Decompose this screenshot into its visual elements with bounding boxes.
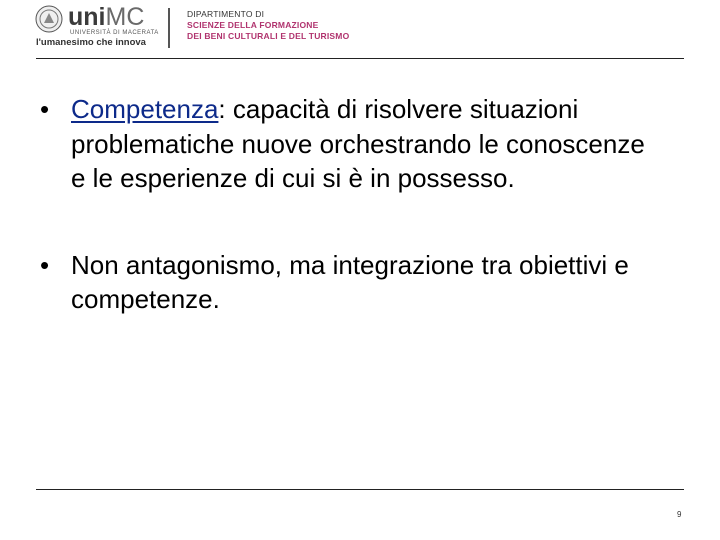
department-line-2: SCIENZE DELLA FORMAZIONE [187,20,319,30]
bullet-marker: • [40,94,50,124]
bullet-item [40,92,660,196]
department-line-3: DEI BENI CULTURALI E DEL TURISMO [187,31,350,41]
bullet-item [40,248,660,317]
bullet-text: Non antagonismo, ma integrazione tra obiettivi e competenze. [71,249,629,314]
keyword-link[interactable]: Competenza [71,94,219,124]
university-seal-icon [35,5,63,33]
footer-rule [36,489,684,490]
header-divider [168,8,170,48]
bullet-marker: • [40,249,50,280]
logo-text-light: MC [105,3,145,31]
department-line-1: DIPARTIMENTO DI [187,9,265,19]
slide-body [40,92,660,317]
slide-header [0,0,720,60]
bullet-text: : capacità di risolvere situazioni problematiche nuove orchestrando le conoscenze e le esperienze di cui si è in possesso. [71,94,645,193]
header-rule [36,58,684,59]
tagline: l'umanesimo che innova [36,37,146,48]
university-logo: uniMC [68,3,145,31]
department-name [187,9,349,42]
logo-subtitle: UNIVERSITÀ DI MACERATA [70,30,159,36]
page-number: 9 [677,510,682,519]
